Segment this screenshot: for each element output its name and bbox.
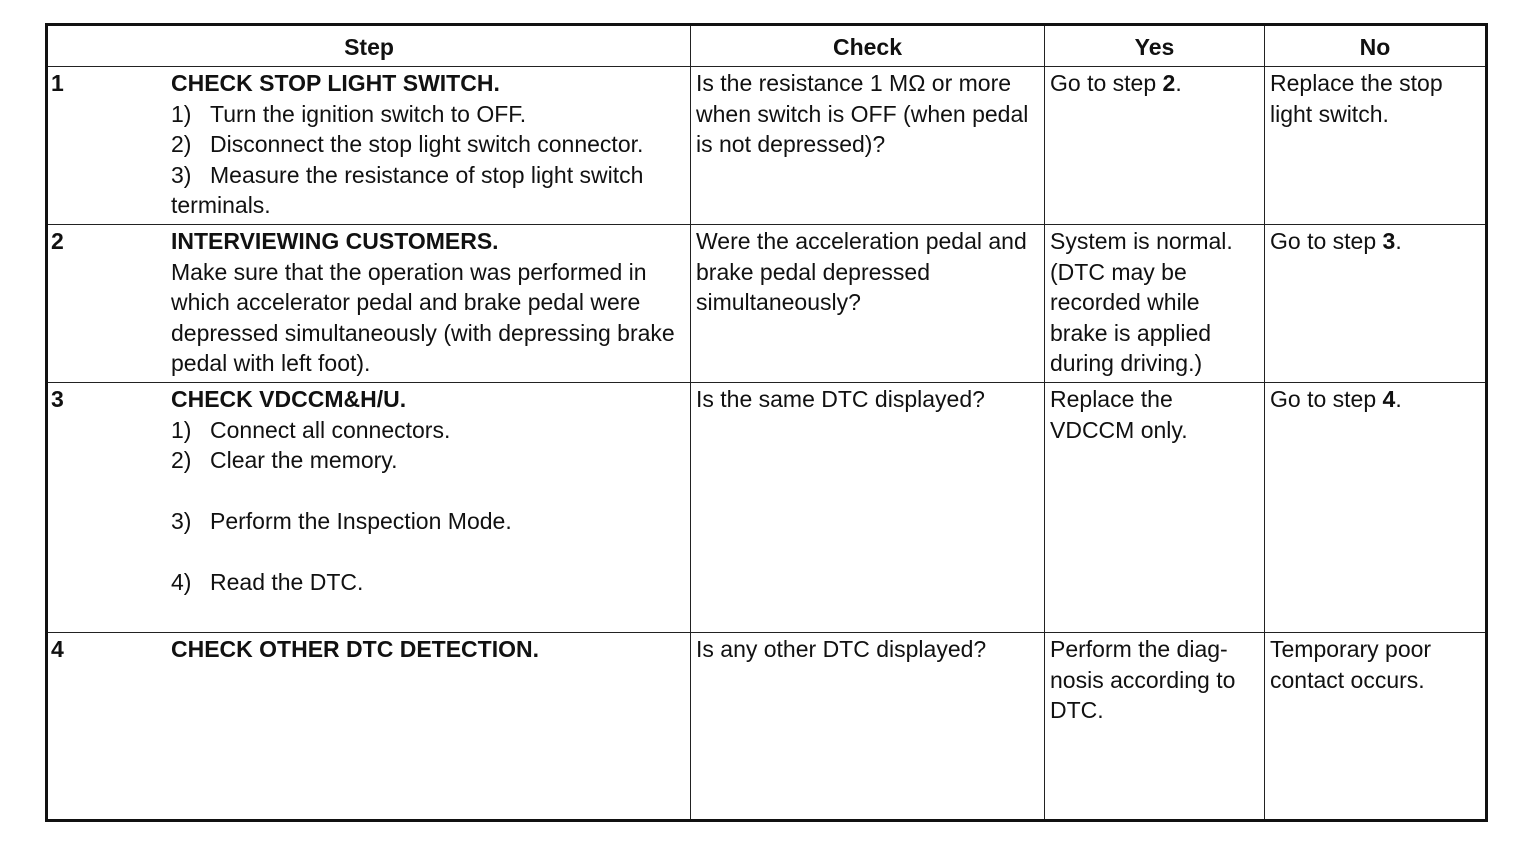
step-number: 2	[51, 228, 64, 254]
header-step: Step	[47, 25, 691, 67]
step-substep: 1) Connect all connectors.	[171, 416, 451, 443]
step-description: Make sure that the operation was performed in which accelerator pedal and brake pedal were depressed simultaneously (with depressing brake pedal with left foot).	[171, 258, 675, 376]
header-yes: Yes	[1045, 25, 1265, 67]
check-cell: Is the resistance 1 MΩ or more when switch is OFF (when pedal is not depressed)?	[691, 67, 1045, 225]
step-body	[171, 633, 690, 665]
no-cell: Temporary poor contact occurs.	[1265, 633, 1487, 821]
step-title: CHECK OTHER DTC DETECTION.	[171, 636, 539, 662]
step-substep: 3) Perform the Inspection Mode.	[171, 508, 512, 534]
step-cell	[47, 633, 691, 821]
header-no: No	[1265, 25, 1487, 67]
header-row	[47, 25, 1487, 67]
table-row	[47, 225, 1487, 383]
step-substep: 2) Clear the memory.	[171, 447, 398, 473]
step-substep: 4) Read the DTC.	[171, 569, 364, 595]
yes-cell: Perform the diag-nosis according to DTC.	[1045, 633, 1265, 821]
step-number: 4	[51, 636, 64, 662]
step-reference: 3	[1382, 228, 1396, 254]
step-cell	[47, 67, 691, 225]
step-cell	[47, 225, 691, 383]
step-title: INTERVIEWING CUSTOMERS.	[171, 228, 499, 254]
step-substep-continuation: terminals.	[171, 192, 271, 218]
check-cell: Is any other DTC displayed?	[691, 633, 1045, 821]
check-cell: Is the same DTC displayed?	[691, 383, 1045, 633]
step-reference: 4	[1382, 386, 1396, 412]
table-row	[47, 67, 1487, 225]
check-cell: Were the acceleration pedal and brake pedal depressed simultaneously?	[691, 225, 1045, 383]
step-substep: 2) Disconnect the stop light switch connector.	[171, 131, 644, 157]
yes-cell: Go to step 2.	[1045, 67, 1265, 225]
table-row	[47, 633, 1487, 821]
step-number: 3	[51, 386, 64, 412]
step-reference: 2	[1162, 70, 1176, 96]
no-cell: Go to step 3.	[1265, 225, 1487, 383]
step-cell	[47, 383, 691, 633]
yes-cell: Replace the VDCCM only.	[1045, 383, 1265, 633]
table-row	[47, 383, 1487, 633]
diagnosis-table	[45, 23, 1488, 822]
header-check: Check	[691, 25, 1045, 67]
step-title: CHECK STOP LIGHT SWITCH.	[171, 70, 500, 96]
yes-cell: System is normal. (DTC may be recorded while brake is applied during driving.)	[1045, 225, 1265, 383]
step-body	[171, 225, 690, 379]
step-body	[171, 383, 690, 598]
no-cell: Replace the stop light switch.	[1265, 67, 1487, 225]
step-substep: 1) Turn the ignition switch to OFF.	[171, 100, 527, 127]
step-title: CHECK VDCCM&H/U.	[171, 386, 407, 412]
no-cell: Go to step 4.	[1265, 383, 1487, 633]
step-substep: 3) Measure the resistance of stop light switch	[171, 161, 644, 188]
step-body	[171, 67, 690, 221]
step-number: 1	[51, 70, 64, 96]
